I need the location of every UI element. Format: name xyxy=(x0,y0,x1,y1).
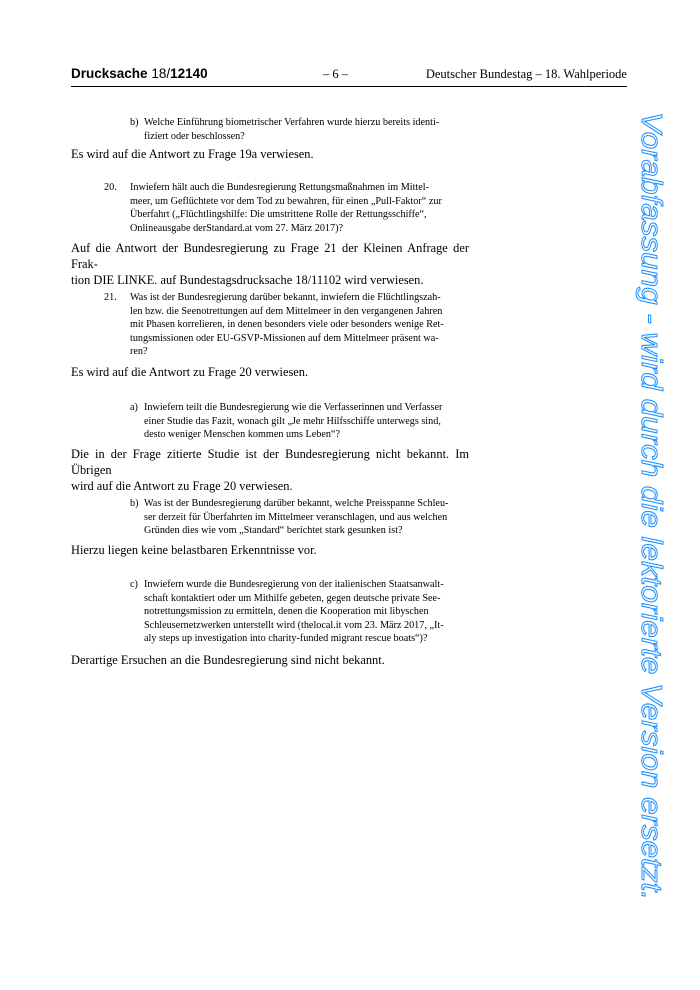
answer-text xyxy=(71,364,469,380)
text-line: Überfahrt („Flüchtlingshilfe: Die umstrittene Rolle der Rettungsschiffe“, xyxy=(130,209,427,220)
text-line: Die in der Frage zitierte Studie ist der Bundesregierung nicht bekannt. Im Übrigen xyxy=(71,447,469,477)
text-line: Inwiefern teilt die Bundesregierung wie die Verfasserinnen und Verfasser xyxy=(144,402,443,413)
page-header xyxy=(71,66,627,87)
text-line: fiziert oder beschlossen? xyxy=(144,130,245,142)
answer-text xyxy=(71,652,469,668)
text-line: Schleusernetzwerken unterstellt wird (thelocal.it vom 23. März 2017, „It- xyxy=(144,619,444,631)
text-line: einer Studie das Fazit, wonach gilt „Je mehr Hilfsschiffe unterwegs sind, xyxy=(144,415,441,427)
question-label: 20. xyxy=(104,182,117,193)
doc-period: 18/ xyxy=(151,66,171,81)
parliament-period: Deutscher Bundestag – 18. Wahlperiode xyxy=(425,67,627,81)
text-line: tion DIE LINKE. auf Bundestagsdrucksache 18/11102 wird verwiesen. xyxy=(71,273,424,287)
watermark-text: Vorabfassung - wird durch die lektorierte Version ersetzt. xyxy=(635,112,667,841)
text-line: tungsmissionen oder EU-GSVP-Missionen auf dem Mittelmeer präsent wa- xyxy=(130,332,439,344)
text-line: mit Phasen korrelieren, in denen besonders viele oder besonders wenige Ret- xyxy=(130,319,444,330)
text-line: Inwiefern hält auch die Bundesregierung Rettungsmaßnahmen im Mittel- xyxy=(130,182,430,193)
question-label: b) xyxy=(130,498,139,509)
document-number xyxy=(71,66,208,81)
doc-label: Drucksache xyxy=(71,66,148,81)
text-line: wird auf die Antwort zu Frage 20 verwiesen. xyxy=(71,479,293,493)
text-line: notrettungsmission zu ermitteln, denen die Kooperation mit libyschen xyxy=(144,606,429,617)
text-line: Derartige Ersuchen an die Bundesregierung sind nicht bekannt. xyxy=(71,653,385,667)
text-line: Hierzu liegen keine belastbaren Erkenntnisse vor. xyxy=(71,543,317,557)
question-label: 21. xyxy=(104,292,117,303)
question-text xyxy=(130,181,470,235)
question-text xyxy=(130,291,470,359)
text-line: Inwiefern wurde die Bundesregierung von der italienischen Staatsanwalt- xyxy=(144,579,444,590)
text-line: ren? xyxy=(130,346,148,357)
text-line: Es wird auf die Antwort zu Frage 19a verwiesen. xyxy=(71,147,314,161)
text-line: desto weniger Menschen kommen ums Leben“? xyxy=(144,429,341,440)
text-line: aly steps up investigation into charity-funded migrant rescue boats“)? xyxy=(144,633,428,644)
text-line: Was ist der Bundesregierung darüber bekannt, welche Preisspanne Schleu- xyxy=(144,498,449,509)
answer-text xyxy=(71,542,469,558)
text-line: Onlineausgabe derStandard.at vom 27. März 2017)? xyxy=(130,222,344,234)
answer-text xyxy=(71,446,469,494)
doc-number: 12140 xyxy=(170,66,208,81)
question-label: a) xyxy=(130,402,138,413)
text-line: Was ist der Bundesregierung darüber bekannt, inwiefern die Flüchtlingszah- xyxy=(130,292,441,303)
question-text xyxy=(144,116,470,143)
text-line: ser derzeit für Überfahrten im Mittelmeer veranschlagen, und aus welchen xyxy=(144,511,448,523)
text-line: Es wird auf die Antwort zu Frage 20 verwiesen. xyxy=(71,365,309,379)
text-line: schaft kontaktiert oder um Mithilfe gebeten, gegen deutsche private See- xyxy=(144,592,441,604)
question-text xyxy=(144,578,470,646)
answer-text xyxy=(71,240,469,288)
question-text xyxy=(144,497,470,538)
text-line: len bzw. die Seenotrettungen auf dem Mittelmeer in den vergangenen Jahren xyxy=(130,305,443,317)
page-number: – 6 – xyxy=(323,67,348,81)
text-line: Auf die Antwort der Bundesregierung zu Frage 21 der Kleinen Anfrage der Frak- xyxy=(71,241,469,271)
watermark-svg xyxy=(626,112,686,902)
question-text xyxy=(144,401,470,442)
question-label: b) xyxy=(130,117,139,128)
answer-text xyxy=(71,146,469,162)
draft-watermark xyxy=(626,112,686,902)
text-line: meer, um Geflüchtete vor dem Tod zu bewahren, für einen „Pull-Faktor“ zur xyxy=(130,195,442,207)
question-label: c) xyxy=(130,579,138,590)
text-line: Welche Einführung biometrischer Verfahren wurde hierzu bereits identi- xyxy=(144,117,440,128)
text-line: Gründen dies wie vom „Standard“ berichtet stark gesunken ist? xyxy=(144,525,403,536)
